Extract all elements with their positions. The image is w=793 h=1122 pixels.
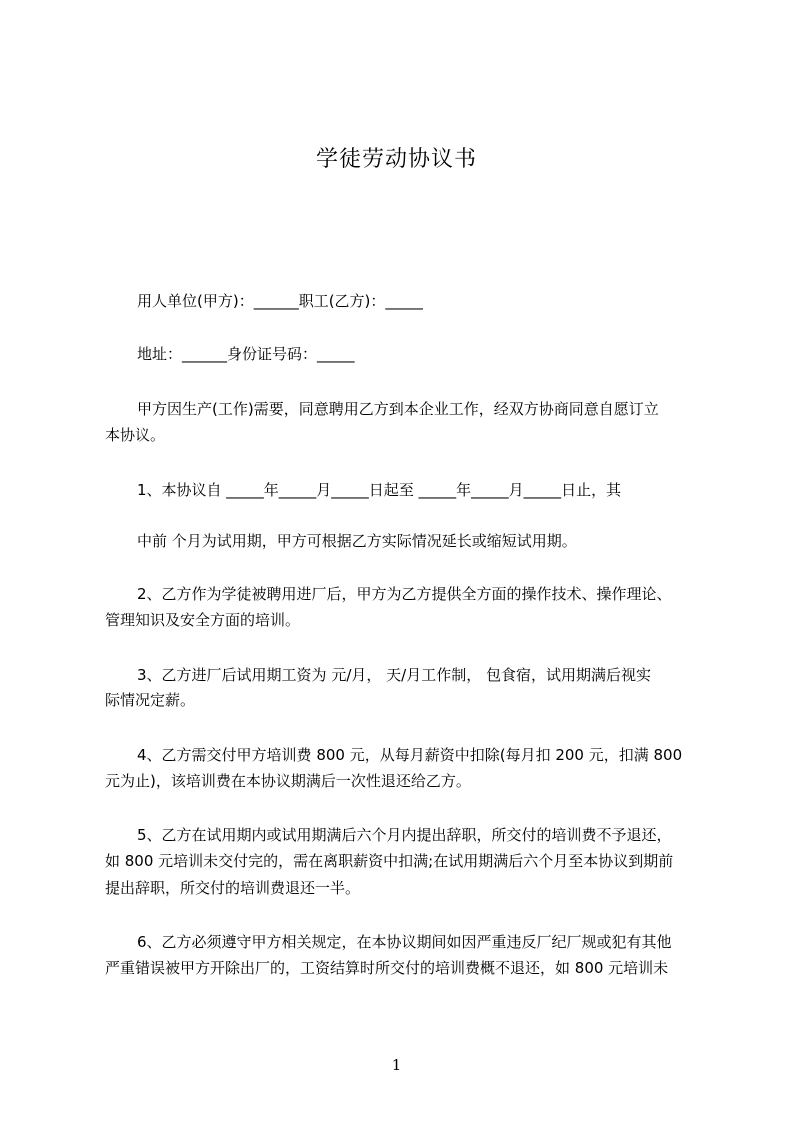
- clause-2-line-1: 2、乙方作为学徒被聘用进厂后，甲方为乙方提供全方面的操作技术、操作理论、: [137, 585, 672, 603]
- intro-line-2: 本协议。: [105, 426, 166, 444]
- clause-5-line-3: 提出辞职，所交付的培训费退还一半。: [105, 879, 361, 897]
- clause-6-line-1: 6、乙方必须遵守甲方相关规定，在本协议期间如因严重违反厂纪厂规或犯有其他: [137, 933, 672, 951]
- party-info-line: 用人单位(甲方)：______职工(乙方)：_____: [137, 292, 423, 310]
- clause-5-line-2: 如 800 元培训未交付完的，需在离职薪资中扣满;在试用期满后六个月至本协议到期前: [105, 852, 674, 870]
- clause-1-line-2: 中前 个月为试用期，甲方可根据乙方实际情况延长或缩短试用期。: [137, 532, 577, 550]
- intro-line-1: 甲方因生产(工作)需要，同意聘用乙方到本企业工作，经双方协商同意自愿订立: [137, 400, 659, 418]
- clause-5-line-1: 5、乙方在试用期内或试用期满后六个月内提出辞职，所交付的培训费不予退还，: [137, 826, 672, 844]
- address-line: 地址：______身份证号码：_____: [137, 345, 355, 363]
- clause-3-line-2: 际情况定薪。: [105, 691, 196, 709]
- clause-1-line-1: 1、本协议自 _____年_____月_____日起至 _____年_____月_____日止，其: [137, 481, 622, 499]
- document-title: 学徒劳动协议书: [315, 147, 477, 172]
- clause-4-line-1: 4、乙方需交付甲方培训费 800 元，从每月薪资中扣除(每月扣 200 元，扣满 800: [137, 746, 683, 764]
- page-number: 1: [391, 1056, 402, 1074]
- clause-4-line-2: 元为止)，该培训费在本协议期满后一次性退还给乙方。: [105, 772, 471, 790]
- clause-2-line-2: 管理知识及安全方面的培训。: [105, 611, 301, 629]
- clause-3-line-1: 3、乙方进厂后试用期工资为 元/月， 天/月工作制， 包食宿，试用期满后视实: [137, 666, 651, 684]
- clause-6-line-2: 严重错误被甲方开除出厂的，工资结算时所交付的培训费概不退还，如 800 元培训未: [105, 959, 669, 977]
